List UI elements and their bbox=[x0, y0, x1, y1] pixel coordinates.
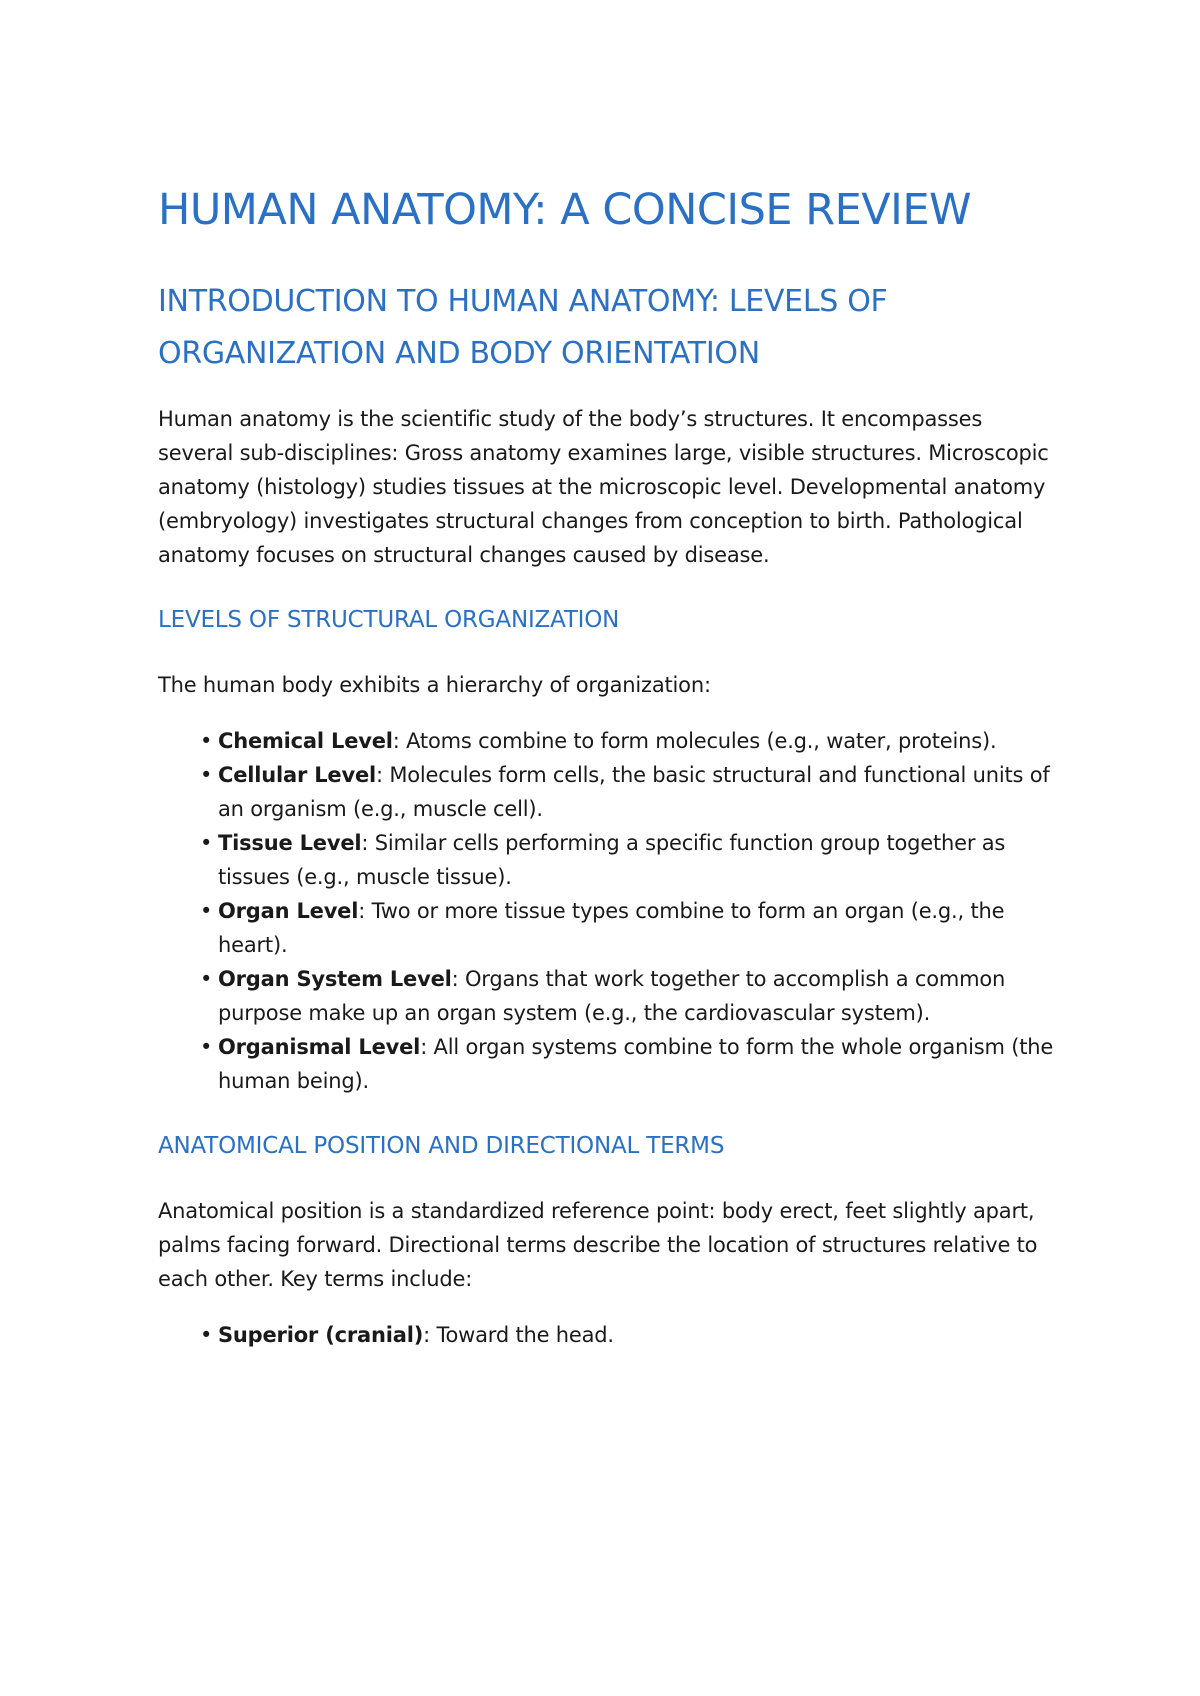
bullet-icon: • bbox=[200, 729, 213, 753]
list-item bbox=[200, 758, 1058, 826]
intro-paragraph: Human anatomy is the scientific study of the body’s structures. It encompasses several sub-disciplines: Gross anatomy examines large, visible structures. Microscopic anatomy (histology) studies tissues at the microscopic level. Developmental anatomy (embryology) investigates structural changes from conception to birth. Pathological anatomy focuses on structural changes caused by disease. bbox=[158, 407, 1049, 567]
list-item-term: Cellular Level bbox=[218, 763, 376, 787]
list-item bbox=[200, 1318, 1058, 1352]
bullet-icon: • bbox=[200, 1323, 213, 1347]
list-item-text: : All organ systems combine to form the whole organism (the human being). bbox=[218, 1035, 1054, 1093]
levels-heading: LEVELS OF STRUCTURAL ORGANIZATION bbox=[158, 607, 620, 633]
list-item-term: Chemical Level bbox=[218, 729, 393, 753]
list-item-text: : Two or more tissue types combine to form an organ (e.g., the heart). bbox=[218, 899, 1005, 957]
list-item-term: Organ System Level bbox=[218, 967, 452, 991]
list-item-text: : Molecules form cells, the basic structural and functional units of an organism (e.g., muscle cell). bbox=[218, 763, 1050, 821]
levels-lead-paragraph: The human body exhibits a hierarchy of organization: bbox=[158, 673, 711, 697]
bullet-icon: • bbox=[200, 831, 213, 855]
list-item-text: : Organs that work together to accomplish a common purpose make up an organ system (e.g., the cardiovascular system). bbox=[218, 967, 1006, 1025]
levels-list bbox=[158, 724, 1058, 1098]
list-item bbox=[200, 826, 1058, 894]
list-item bbox=[200, 962, 1058, 1030]
list-item bbox=[200, 1030, 1058, 1098]
list-item-text: : Toward the head. bbox=[423, 1323, 614, 1347]
directional-terms-list bbox=[158, 1318, 1058, 1352]
bullet-icon: • bbox=[200, 1035, 213, 1059]
bullet-icon: • bbox=[200, 899, 213, 923]
bullet-icon: • bbox=[200, 763, 213, 787]
list-item-term: Tissue Level bbox=[218, 831, 362, 855]
list-item-text: : Atoms combine to form molecules (e.g., water, proteins). bbox=[392, 729, 997, 753]
section-heading: INTRODUCTION TO HUMAN ANATOMY: LEVELS OF ORGANIZATION AND BODY ORIENTATION bbox=[158, 284, 888, 371]
document-page bbox=[158, 178, 1058, 1352]
list-item-term: Superior (cranial) bbox=[218, 1323, 424, 1347]
position-heading: ANATOMICAL POSITION AND DIRECTIONAL TERMS bbox=[158, 1133, 725, 1159]
bullet-icon: • bbox=[200, 967, 213, 991]
position-lead-paragraph: Anatomical position is a standardized reference point: body erect, feet slightly apart, palms facing forward. Directional terms describe the location of structures relative to each other. Key terms include: bbox=[158, 1199, 1038, 1291]
list-item-text: : Similar cells performing a specific function group together as tissues (e.g., muscle tissue). bbox=[218, 831, 1006, 889]
list-item bbox=[200, 894, 1058, 962]
document-title: HUMAN ANATOMY: A CONCISE REVIEW bbox=[158, 185, 972, 235]
list-item bbox=[200, 724, 1058, 758]
list-item-term: Organismal Level bbox=[218, 1035, 421, 1059]
list-item-term: Organ Level bbox=[218, 899, 359, 923]
